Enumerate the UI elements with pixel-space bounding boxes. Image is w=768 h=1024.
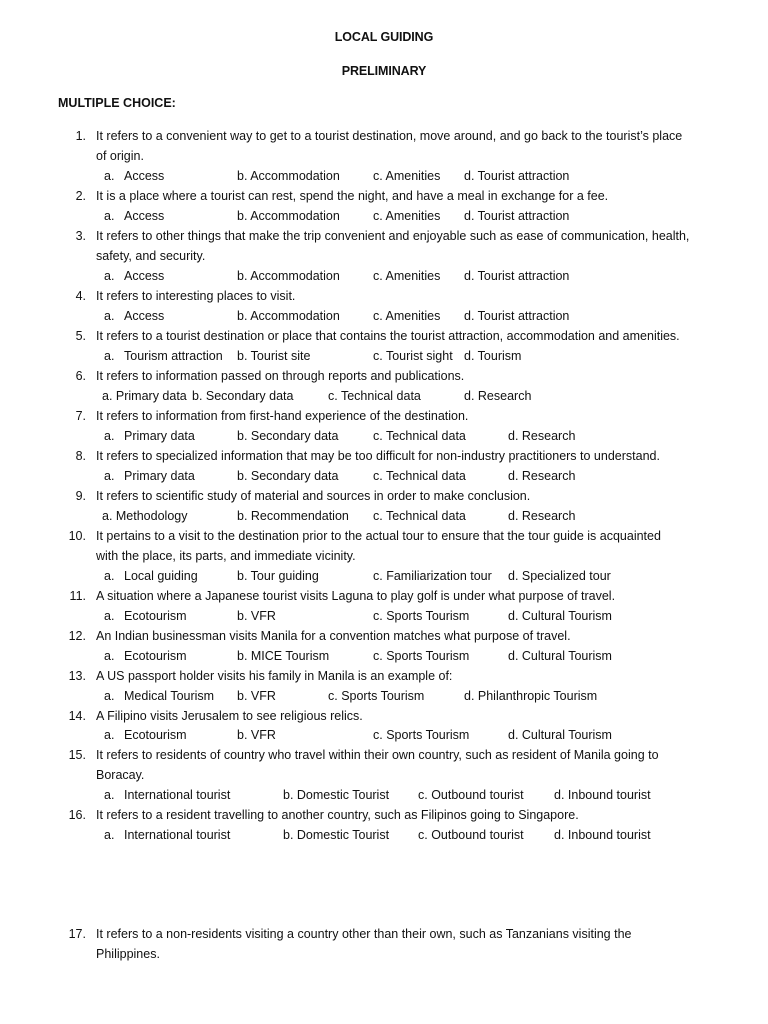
- question-number: 16.: [68, 808, 86, 822]
- question-text-line: It refers to scientific study of material and sources in order to make conclusion.: [96, 489, 531, 503]
- question-text-line: with the place, its parts, and immediate vicinity.: [96, 549, 356, 563]
- answer-option: a.: [104, 569, 115, 583]
- question-number: 14.: [68, 709, 86, 723]
- answer-option: d. Tourist attraction: [464, 209, 570, 223]
- question-number: 5.: [75, 329, 86, 343]
- answer-option: b. Recommendation: [237, 509, 349, 523]
- answer-option: a.: [104, 169, 115, 183]
- document-subtitle: PRELIMINARY: [341, 64, 427, 78]
- answer-option: d. Inbound tourist: [554, 788, 651, 802]
- question-text-line: It refers to other things that make the trip convenient and enjoyable such as ease of communication, health,: [96, 229, 690, 243]
- answer-option: a. Primary data: [102, 389, 187, 403]
- answer-option: b. Tourist site: [237, 349, 311, 363]
- answer-option: c. Technical data: [373, 469, 466, 483]
- question-number: 13.: [68, 669, 86, 683]
- answer-option: c. Outbound tourist: [418, 788, 524, 802]
- answer-option: c. Tourist sight: [373, 349, 453, 363]
- answer-option: d. Specialized tour: [508, 569, 611, 583]
- answer-option: c. Familiarization tour: [373, 569, 492, 583]
- answer-option: a.: [104, 469, 115, 483]
- answer-option: a.: [104, 689, 115, 703]
- question-number: 8.: [75, 449, 86, 463]
- answer-option: International tourist: [124, 828, 231, 842]
- answer-option: a.: [104, 429, 115, 443]
- answer-option: Access: [124, 169, 165, 183]
- answer-option: Access: [124, 209, 165, 223]
- question-text-line: It refers to specialized information that may be too difficult for non-industry practitioners to understand.: [96, 449, 660, 463]
- answer-option: c. Amenities: [373, 209, 441, 223]
- question-number: 15.: [68, 748, 86, 762]
- answer-option: a.: [104, 269, 115, 283]
- question-number: 2.: [75, 189, 86, 203]
- answer-option: c. Sports Tourism: [328, 689, 425, 703]
- answer-option: a.: [104, 309, 115, 323]
- question-text-line: It refers to a resident travelling to another country, such as Filipinos going to Singapore.: [96, 808, 579, 822]
- question-text-line: A Filipino visits Jerusalem to see religious relics.: [96, 709, 363, 723]
- question-text-line: An Indian businessman visits Manila for a convention matches what purpose of travel.: [96, 629, 571, 643]
- answer-option: a.: [104, 349, 115, 363]
- answer-option: d. Research: [508, 509, 576, 523]
- answer-option: c. Amenities: [373, 169, 441, 183]
- question-text-line: It refers to a convenient way to get to a tourist destination, move around, and go back to the tourist’s place: [96, 129, 683, 143]
- question-text-line: of origin.: [96, 149, 144, 163]
- answer-option: b. VFR: [237, 689, 276, 703]
- answer-option: a.: [104, 609, 115, 623]
- answer-option: Primary data: [124, 429, 195, 443]
- question-text-line: It refers to information from first-hand experience of the destination.: [96, 409, 469, 423]
- answer-option: b. Secondary data: [237, 469, 339, 483]
- answer-option: Primary data: [124, 469, 195, 483]
- question-text-line: A US passport holder visits his family in Manila is an example of:: [96, 669, 453, 683]
- question-text-line: It refers to residents of country who travel within their own country, such as resident of Manila going to: [96, 748, 659, 762]
- answer-option: b. MICE Tourism: [237, 649, 330, 663]
- answer-option: d. Tourist attraction: [464, 169, 570, 183]
- question-text-line: It refers to a tourist destination or place that contains the tourist attraction, accommodation and amenities.: [96, 329, 680, 343]
- answer-option: b. Accommodation: [237, 269, 340, 283]
- answer-option: c. Technical data: [373, 509, 466, 523]
- question-number: 7.: [75, 409, 86, 423]
- question-text-line: It is a place where a tourist can rest, spend the night, and have a meal in exchange for a fee.: [96, 189, 609, 203]
- document-title: LOCAL GUIDING: [334, 30, 434, 44]
- answer-option: b. Accommodation: [237, 169, 340, 183]
- answer-option: c. Technical data: [328, 389, 421, 403]
- answer-option: d. Research: [464, 389, 532, 403]
- answer-option: a.: [104, 649, 115, 663]
- answer-option: b. Accommodation: [237, 309, 340, 323]
- answer-option: a.: [104, 788, 115, 802]
- question-number: 4.: [75, 289, 86, 303]
- question-number: 1.: [75, 129, 86, 143]
- answer-option: a.: [104, 828, 115, 842]
- section-heading: MULTIPLE CHOICE:: [58, 96, 176, 110]
- answer-option: Ecotourism: [124, 728, 187, 742]
- answer-option: d. Tourism: [464, 349, 522, 363]
- question-text-line: Philippines.: [96, 947, 160, 961]
- question-number: 3.: [75, 229, 86, 243]
- question-number: 17.: [68, 927, 86, 941]
- question-number: 10.: [68, 529, 86, 543]
- answer-option: b. Accommodation: [237, 209, 340, 223]
- answer-option: b. Secondary data: [192, 389, 294, 403]
- answer-option: Tourism attraction: [124, 349, 223, 363]
- answer-option: c. Sports Tourism: [373, 649, 470, 663]
- question-text-line: It pertains to a visit to the destination prior to the actual tour to ensure that the tour guide is acquainted: [96, 529, 661, 543]
- answer-option: d. Cultural Tourism: [508, 649, 612, 663]
- answer-option: International tourist: [124, 788, 231, 802]
- answer-option: Access: [124, 309, 165, 323]
- answer-option: b. Domestic Tourist: [283, 828, 390, 842]
- question-text-line: A situation where a Japanese tourist visits Laguna to play golf is under what purpose of travel.: [96, 589, 616, 603]
- question-text-line: It refers to interesting places to visit.: [96, 289, 296, 303]
- answer-option: d. Philanthropic Tourism: [464, 689, 598, 703]
- answer-option: Ecotourism: [124, 609, 187, 623]
- answer-option: c. Amenities: [373, 269, 441, 283]
- answer-option: d. Tourist attraction: [464, 269, 570, 283]
- question-text-line: Boracay.: [96, 768, 145, 782]
- answer-option: c. Technical data: [373, 429, 466, 443]
- answer-option: c. Sports Tourism: [373, 728, 470, 742]
- answer-option: Local guiding: [124, 569, 198, 583]
- answer-option: d. Tourist attraction: [464, 309, 570, 323]
- question-number: 12.: [68, 629, 86, 643]
- question-text-line: It refers to information passed on through reports and publications.: [96, 369, 465, 383]
- answer-option: b. Domestic Tourist: [283, 788, 390, 802]
- answer-option: d. Research: [508, 469, 576, 483]
- question-number: 6.: [75, 369, 86, 383]
- question-text-line: It refers to a non-residents visiting a country other than their own, such as Tanzanians visiting the: [96, 927, 632, 941]
- question-text-line: safety, and security.: [96, 249, 206, 263]
- question-number: 11.: [69, 589, 86, 603]
- answer-option: b. Tour guiding: [237, 569, 319, 583]
- answer-option: d. Inbound tourist: [554, 828, 651, 842]
- answer-option: c. Amenities: [373, 309, 441, 323]
- answer-option: a.: [104, 728, 115, 742]
- answer-option: c. Sports Tourism: [373, 609, 470, 623]
- answer-option: Ecotourism: [124, 649, 187, 663]
- answer-option: Access: [124, 269, 165, 283]
- answer-option: Medical Tourism: [124, 689, 215, 703]
- answer-option: d. Research: [508, 429, 576, 443]
- answer-option: a. Methodology: [102, 509, 188, 523]
- answer-option: b. VFR: [237, 609, 276, 623]
- answer-option: c. Outbound tourist: [418, 828, 524, 842]
- answer-option: d. Cultural Tourism: [508, 609, 612, 623]
- answer-option: b. Secondary data: [237, 429, 339, 443]
- answer-option: a.: [104, 209, 115, 223]
- answer-option: d. Cultural Tourism: [508, 728, 612, 742]
- answer-option: b. VFR: [237, 728, 276, 742]
- question-number: 9.: [75, 489, 86, 503]
